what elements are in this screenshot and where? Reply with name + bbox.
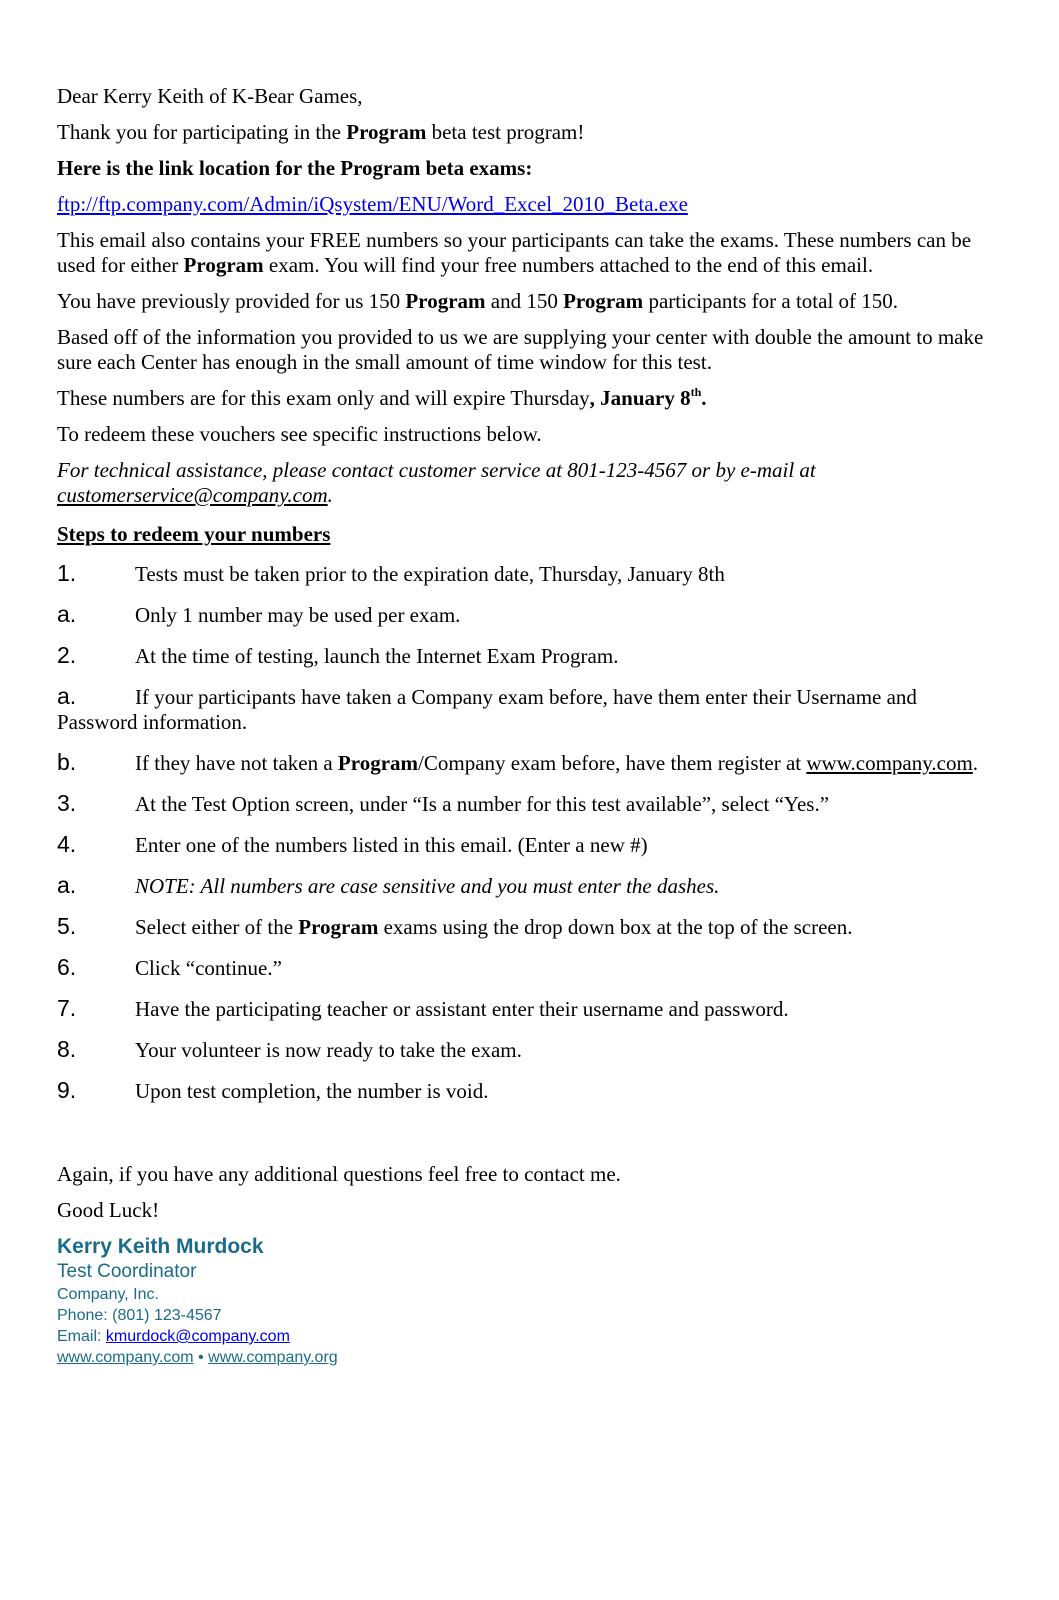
signature-name: Kerry Keith Murdock xyxy=(57,1235,264,1258)
step-1a: a. Only 1 number may be used per exam. xyxy=(57,601,461,627)
website-link-org[interactable]: www.company.org xyxy=(208,1349,338,1366)
step-3: 3. At the Test Option screen, under “Is a number for this test available”, select “Yes.” xyxy=(57,790,830,816)
step-1: 1. Tests must be taken prior to the expiration date, Thursday, January 8th xyxy=(57,560,725,586)
step-9: 9. Upon test completion, the number is void. xyxy=(57,1077,489,1103)
ftp-link-line xyxy=(57,192,999,217)
signature-websites: www.company.com • www.company.org xyxy=(57,1349,338,1366)
step-2a: a. If your participants have taken a Company exam before, have them enter their Username and Password information. xyxy=(57,683,917,734)
step-4: 4. Enter one of the numbers listed in this email. (Enter a new #) xyxy=(57,831,648,857)
steps-list xyxy=(57,561,999,1104)
expire-paragraph: These numbers are for this exam only and will expire Thursday, January 8th. xyxy=(57,385,707,410)
register-link[interactable]: www.company.com xyxy=(806,751,973,775)
ftp-link[interactable]: ftp://ftp.company.com/Admin/iQsystem/ENU/Word_Excel_2010_Beta.exe xyxy=(57,192,688,216)
signature-company: Company, Inc. xyxy=(57,1286,159,1303)
step-2: 2. At the time of testing, launch the Internet Exam Program. xyxy=(57,642,619,668)
signature-email-line: Email: kmurdock@company.com xyxy=(57,1328,290,1345)
step-2b: b. If they have not taken a Program/Company exam before, have them register at www.company.com. xyxy=(57,749,979,775)
based-off-paragraph: Based off of the information you provided to us we are supplying your center with double the amount to make sure each Center has enough in the small amount of time window for this test. xyxy=(57,325,984,374)
step-4a: a. NOTE: All numbers are case sensitive and you must enter the dashes. xyxy=(57,872,720,898)
step-8: 8. Your volunteer is now ready to take the exam. xyxy=(57,1036,522,1062)
provided-paragraph: You have previously provided for us 150 Program and 150 Program participants for a total of 150. xyxy=(57,289,899,313)
steps-title: Steps to redeem your numbers xyxy=(57,522,331,546)
greeting: Dear Kerry Keith of K-Bear Games, xyxy=(57,84,363,108)
redeem-intro: To redeem these vouchers see specific instructions below. xyxy=(57,422,542,446)
good-luck: Good Luck! xyxy=(57,1198,160,1222)
signature-email-link[interactable]: kmurdock@company.com xyxy=(105,1328,290,1345)
customer-service-email[interactable]: customerservice@company.com xyxy=(57,483,328,507)
website-link-com[interactable]: www.company.com xyxy=(57,1349,194,1366)
link-heading: Here is the link location for the Program beta exams: xyxy=(57,156,533,180)
signature-title: Test Coordinator xyxy=(57,1261,197,1282)
step-7: 7. Have the participating teacher or assistant enter their username and password. xyxy=(57,995,789,1021)
step-6: 6. Click “continue.” xyxy=(57,954,282,980)
free-numbers-paragraph: This email also contains your FREE numbers so your participants can take the exams. These numbers can be used for either Program exam. You will find your free numbers attached to the end of this email. xyxy=(57,228,972,277)
tech-assistance: For technical assistance, please contact customer service at 801-123-4567 or by e-mail at customerservice@company.com. xyxy=(57,458,816,507)
step-5: 5. Select either of the Program exams using the drop down box at the top of the screen. xyxy=(57,913,853,939)
closing-line: Again, if you have any additional questions feel free to contact me. xyxy=(57,1162,621,1186)
thanks-line: Thank you for participating in the Program beta test program! xyxy=(57,120,585,144)
signature-phone: Phone: (801) 123-4567 xyxy=(57,1307,222,1324)
signature-block xyxy=(57,1234,999,1368)
